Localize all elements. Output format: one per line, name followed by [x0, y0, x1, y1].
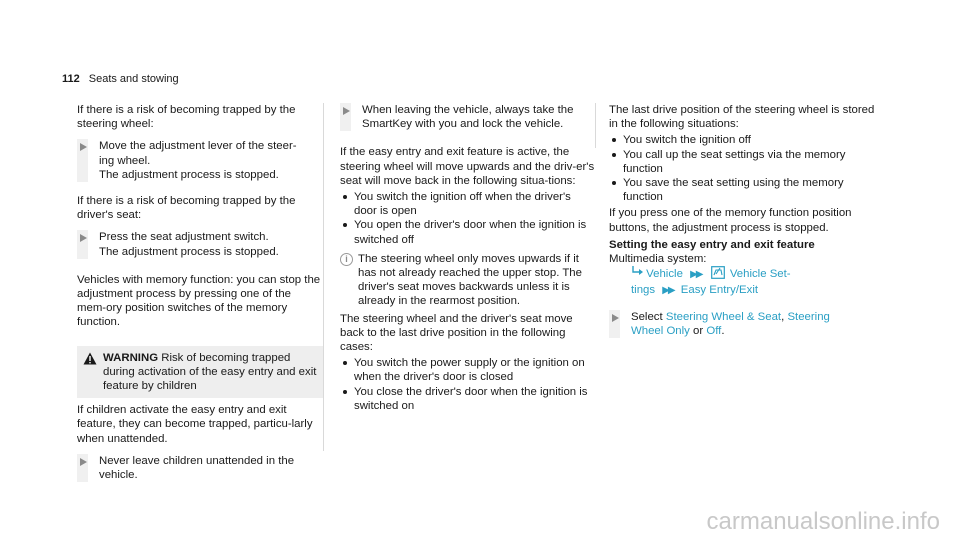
list-item: You switch the ignition off	[609, 133, 879, 147]
car-settings-icon	[711, 266, 725, 283]
step-result: The adjustment process is stopped.	[99, 245, 279, 258]
bullet-icon	[612, 153, 616, 157]
column-1	[77, 103, 323, 494]
warning-body	[77, 398, 323, 482]
watermark: carmanualsonline.info	[706, 507, 940, 535]
column-2	[340, 103, 596, 415]
list-item: You switch the power supply or the ignition on when the driver's door is closed	[340, 356, 596, 384]
page-number: 112	[62, 73, 80, 85]
menu-vehicle-link[interactable]: Vehicle	[646, 268, 683, 281]
option-steering-wheel-seat[interactable]: Steering Wheel & Seat	[665, 310, 782, 323]
warning-header	[77, 346, 323, 399]
warning-paragraph: If children activate the easy entry and exit feature, they can become trapped, particu-larly when unattended.	[77, 404, 313, 445]
arrow-right-icon	[612, 314, 619, 322]
step-text: Press the seat adjustment switch.	[99, 231, 269, 244]
bullet-icon	[343, 195, 347, 199]
section-heading: Setting the easy entry and exit feature	[609, 238, 815, 251]
arrow-right-icon	[80, 234, 87, 242]
double-chevron-icon: ▶▶	[690, 269, 702, 281]
list-item: You save the seat setting using the memory function	[609, 176, 879, 204]
instruction-step	[77, 454, 323, 482]
warning-title: Risk of becoming trapped during activation of the easy entry and exit feature by children	[103, 351, 317, 393]
instruction-step	[77, 139, 323, 182]
paragraph: If the easy entry and exit feature is active, the steering wheel will move upwards and the driv-er's seat will move back in the following situa-tions:	[340, 146, 595, 187]
paragraph: The last drive position of the steering wheel is stored in the following situations:	[609, 104, 875, 131]
warning-text	[103, 351, 317, 394]
instruction-step	[609, 310, 879, 338]
step-text: Select Steering Wheel & Seat, Steering Wheel Only or Off.	[631, 310, 830, 337]
arrow-right-icon	[80, 458, 87, 466]
bullet-icon	[612, 138, 616, 142]
menu-path	[609, 266, 879, 298]
section-title: Seats and stowing	[88, 73, 179, 85]
option-steering-wheel-only[interactable]: Wheel Only	[631, 324, 690, 337]
step-text: Move the adjustment lever of the steer-	[99, 140, 297, 153]
list-item: You switch the ignition off when the driver's door is open	[340, 190, 596, 218]
double-chevron-icon: ▶▶	[662, 285, 674, 297]
bullet-list	[340, 190, 596, 247]
warning-box	[77, 346, 323, 483]
option-off[interactable]: Off	[706, 324, 722, 337]
column-divider-1	[323, 103, 324, 451]
step-result: The adjustment process is stopped.	[99, 168, 279, 181]
option-steering-wheel-only[interactable]: Steering	[787, 310, 830, 323]
info-note	[340, 252, 596, 309]
bullet-icon	[612, 181, 616, 185]
bullet-icon	[343, 390, 347, 394]
warning-label: WARNING	[103, 351, 159, 364]
paragraph: Vehicles with memory function: you can stop the adjustment process by pressing one of the mem-ory position switches of the memory function.	[77, 273, 321, 329]
step-text: Never leave children unattended in the vehicle.	[99, 454, 295, 482]
menu-vehicle-settings-link[interactable]: tings	[631, 284, 656, 297]
bullet-icon	[343, 361, 347, 365]
instruction-step	[77, 230, 323, 258]
paragraph: Multimedia system:	[609, 253, 707, 266]
list-item: You close the driver's door when the ignition is switched on	[340, 385, 596, 413]
return-arrow-icon	[631, 266, 643, 281]
bullet-list	[340, 356, 596, 413]
page-header	[62, 72, 179, 86]
step-text: When leaving the vehicle, always take the SmartKey with you and lock the vehicle.	[362, 104, 574, 131]
column-3	[609, 103, 879, 350]
warning-triangle-icon	[83, 352, 97, 365]
paragraph: If there is a risk of becoming trapped by the steering wheel:	[77, 104, 296, 131]
step-text: ing wheel.	[99, 154, 151, 167]
paragraph: If you press one of the memory function position buttons, the adjustment process is stopped.	[609, 207, 852, 234]
paragraph: If there is a risk of becoming trapped by the driver's seat:	[77, 195, 296, 222]
bullet-list	[609, 133, 879, 204]
arrow-right-icon	[80, 143, 87, 151]
info-icon: i	[340, 253, 353, 266]
menu-easy-entry-link[interactable]: Easy Entry/Exit	[680, 284, 759, 297]
note-text: The steering wheel only moves upwards if it has not already reached the upper stop. The driver's seat moves backwards unless it is already in the rearmost position.	[358, 252, 582, 308]
list-item: You call up the seat settings via the memory function	[609, 148, 879, 176]
menu-vehicle-settings-link[interactable]: Vehicle Set-	[729, 268, 791, 281]
instruction-step	[340, 103, 596, 131]
arrow-right-icon	[343, 107, 350, 115]
bullet-icon	[343, 223, 347, 227]
paragraph: The steering wheel and the driver's seat move back to the last drive position in the following cases:	[340, 312, 573, 354]
list-item: You open the driver's door when the ignition is switched off	[340, 218, 596, 246]
